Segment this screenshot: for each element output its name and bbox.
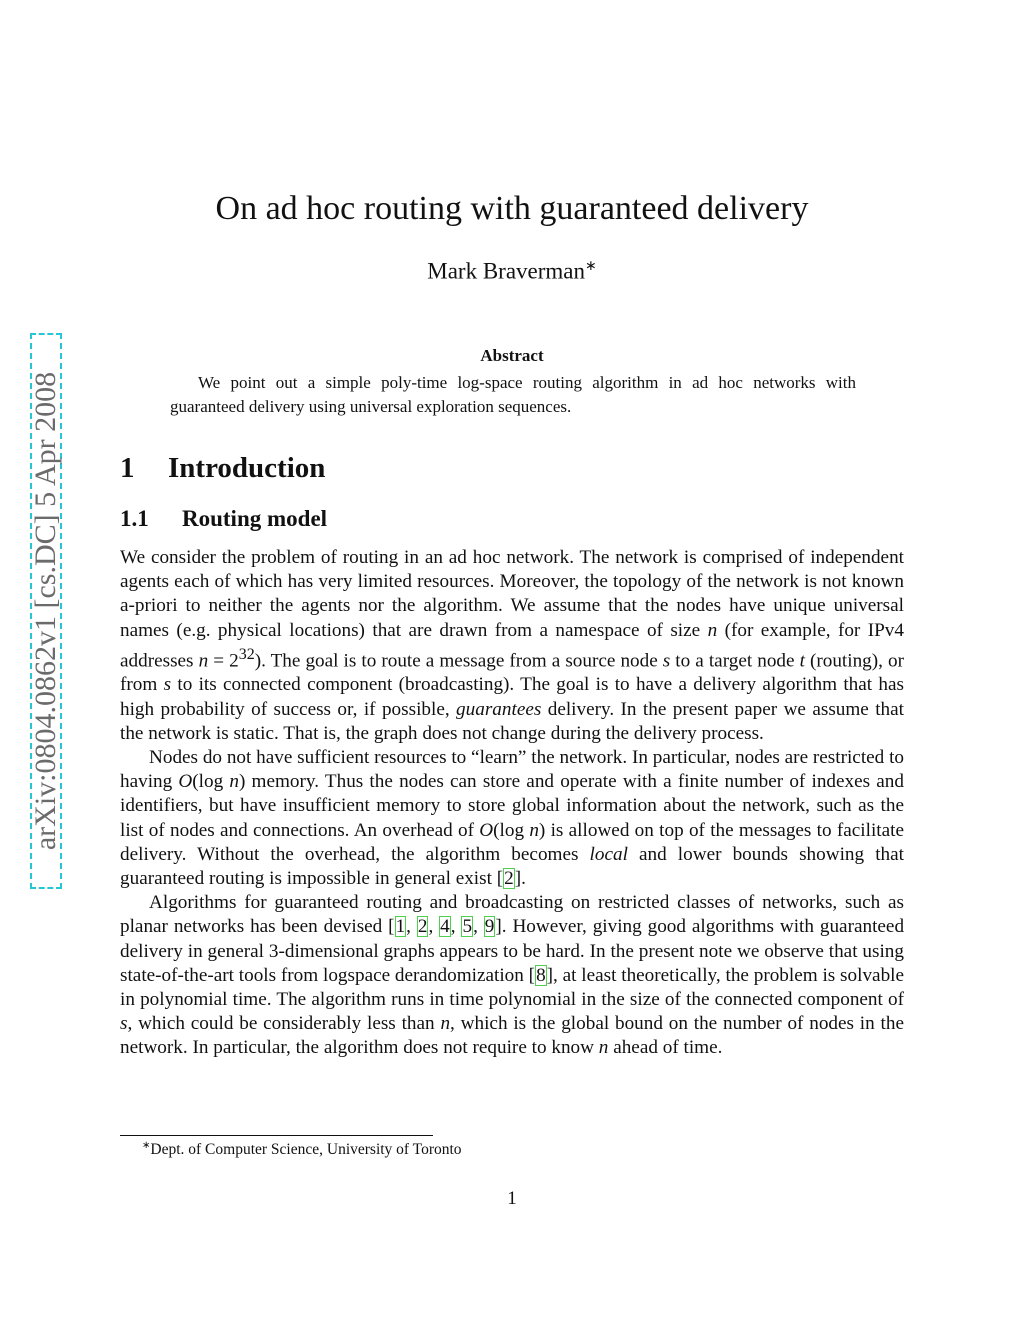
abstract-heading: Abstract: [480, 346, 544, 365]
citation-link[interactable]: 4: [440, 916, 450, 938]
page-number: 1: [507, 1188, 517, 1209]
subsection-title: Routing model: [182, 506, 328, 531]
arxiv-identifier-text: arXiv:0804.0862v1 [cs.DC] 5 Apr 2008: [29, 371, 63, 851]
author-name: Mark Braverman: [427, 258, 585, 284]
section-heading: [120, 452, 325, 485]
section-number: 1: [120, 452, 135, 484]
footnote-mark: ∗: [142, 1140, 151, 1151]
paragraph-2: Nodes do not have sufficient resources to “learn” the network. In particular, nodes are restricted to having O(log n) memory. Thus the nodes can store and operate with a finite number of indexes and identifiers, but have insufficient memory to store global information about the network, such as the list of nodes and connections. An overhead of O(log n) is allowed on top of the messages to facilitate delivery. Without the overhead, the algorithm becomes local and lower bounds showing that guaranteed routing is impossible in general exist [2].: [120, 747, 904, 890]
citation-link[interactable]: 5: [462, 916, 473, 938]
citation-link[interactable]: 9: [484, 916, 495, 938]
citation-link[interactable]: 2: [417, 916, 428, 938]
footnote-text: Dept. of Computer Science, University of Toronto: [150, 1141, 462, 1159]
citation-link[interactable]: 2: [504, 868, 514, 890]
paragraph-3: Algorithms for guaranteed routing and broadcasting on restricted classes of networks, such as planar networks has been devised [1, 2, 4, 5, 9]. However, giving good algorithms with guaranteed delivery in general 3-dimensional graphs appears to be hard. In the present note we observe that using state-of-the-art tools from logspace derandomization [8], at least theoretically, the problem is solvable in polynomial time. The algorithm runs in time polynomial in the size of the connected component of s, which could be considerably less than n, which is the global bound on the number of nodes in the network. In particular, the algorithm does not require to know n ahead of time.: [120, 892, 905, 1059]
body-text: [120, 546, 904, 1061]
citation-link[interactable]: 8: [536, 964, 546, 986]
footnote: [142, 1140, 462, 1159]
abstract-text: We point out a simple poly-time log-space routing algorithm in ad hoc networks with guaranteed delivery using universal exploration sequences.: [170, 373, 856, 416]
paragraph-1: We consider the problem of routing in an ad hoc network. The network is comprised of independent agents each of which has very limited resources. Moreover, the topology of the network is not known a-priori to neither the agents nor the algorithm. We assume that the nodes have unique universal names (e.g. physical locations) that are drawn from a namespace of size n (for example, for IPv4 addresses $n = 2^{32}$). The goal is to route a message from a source node s to a target node t (routing), or from s to its connected component (broadcasting). The goal is to have a delivery algorithm that has high probability of success or, if possible, guarantees delivery. In the present paper we assume that the network is static. That is, the graph does not change during the delivery process.: [120, 547, 904, 744]
subsection-number: 1.1: [120, 506, 149, 531]
arxiv-identifier-stamp: [30, 333, 62, 889]
paper-title: On ad hoc routing with guaranteed delivery: [215, 190, 809, 227]
author-line: [0, 258, 1024, 285]
section-title: Introduction: [168, 452, 326, 484]
footnote-divider: [120, 1135, 433, 1136]
author-footnote-mark: ∗: [585, 259, 597, 274]
subsection-heading: [120, 506, 327, 532]
citation-link[interactable]: 1: [395, 916, 406, 938]
